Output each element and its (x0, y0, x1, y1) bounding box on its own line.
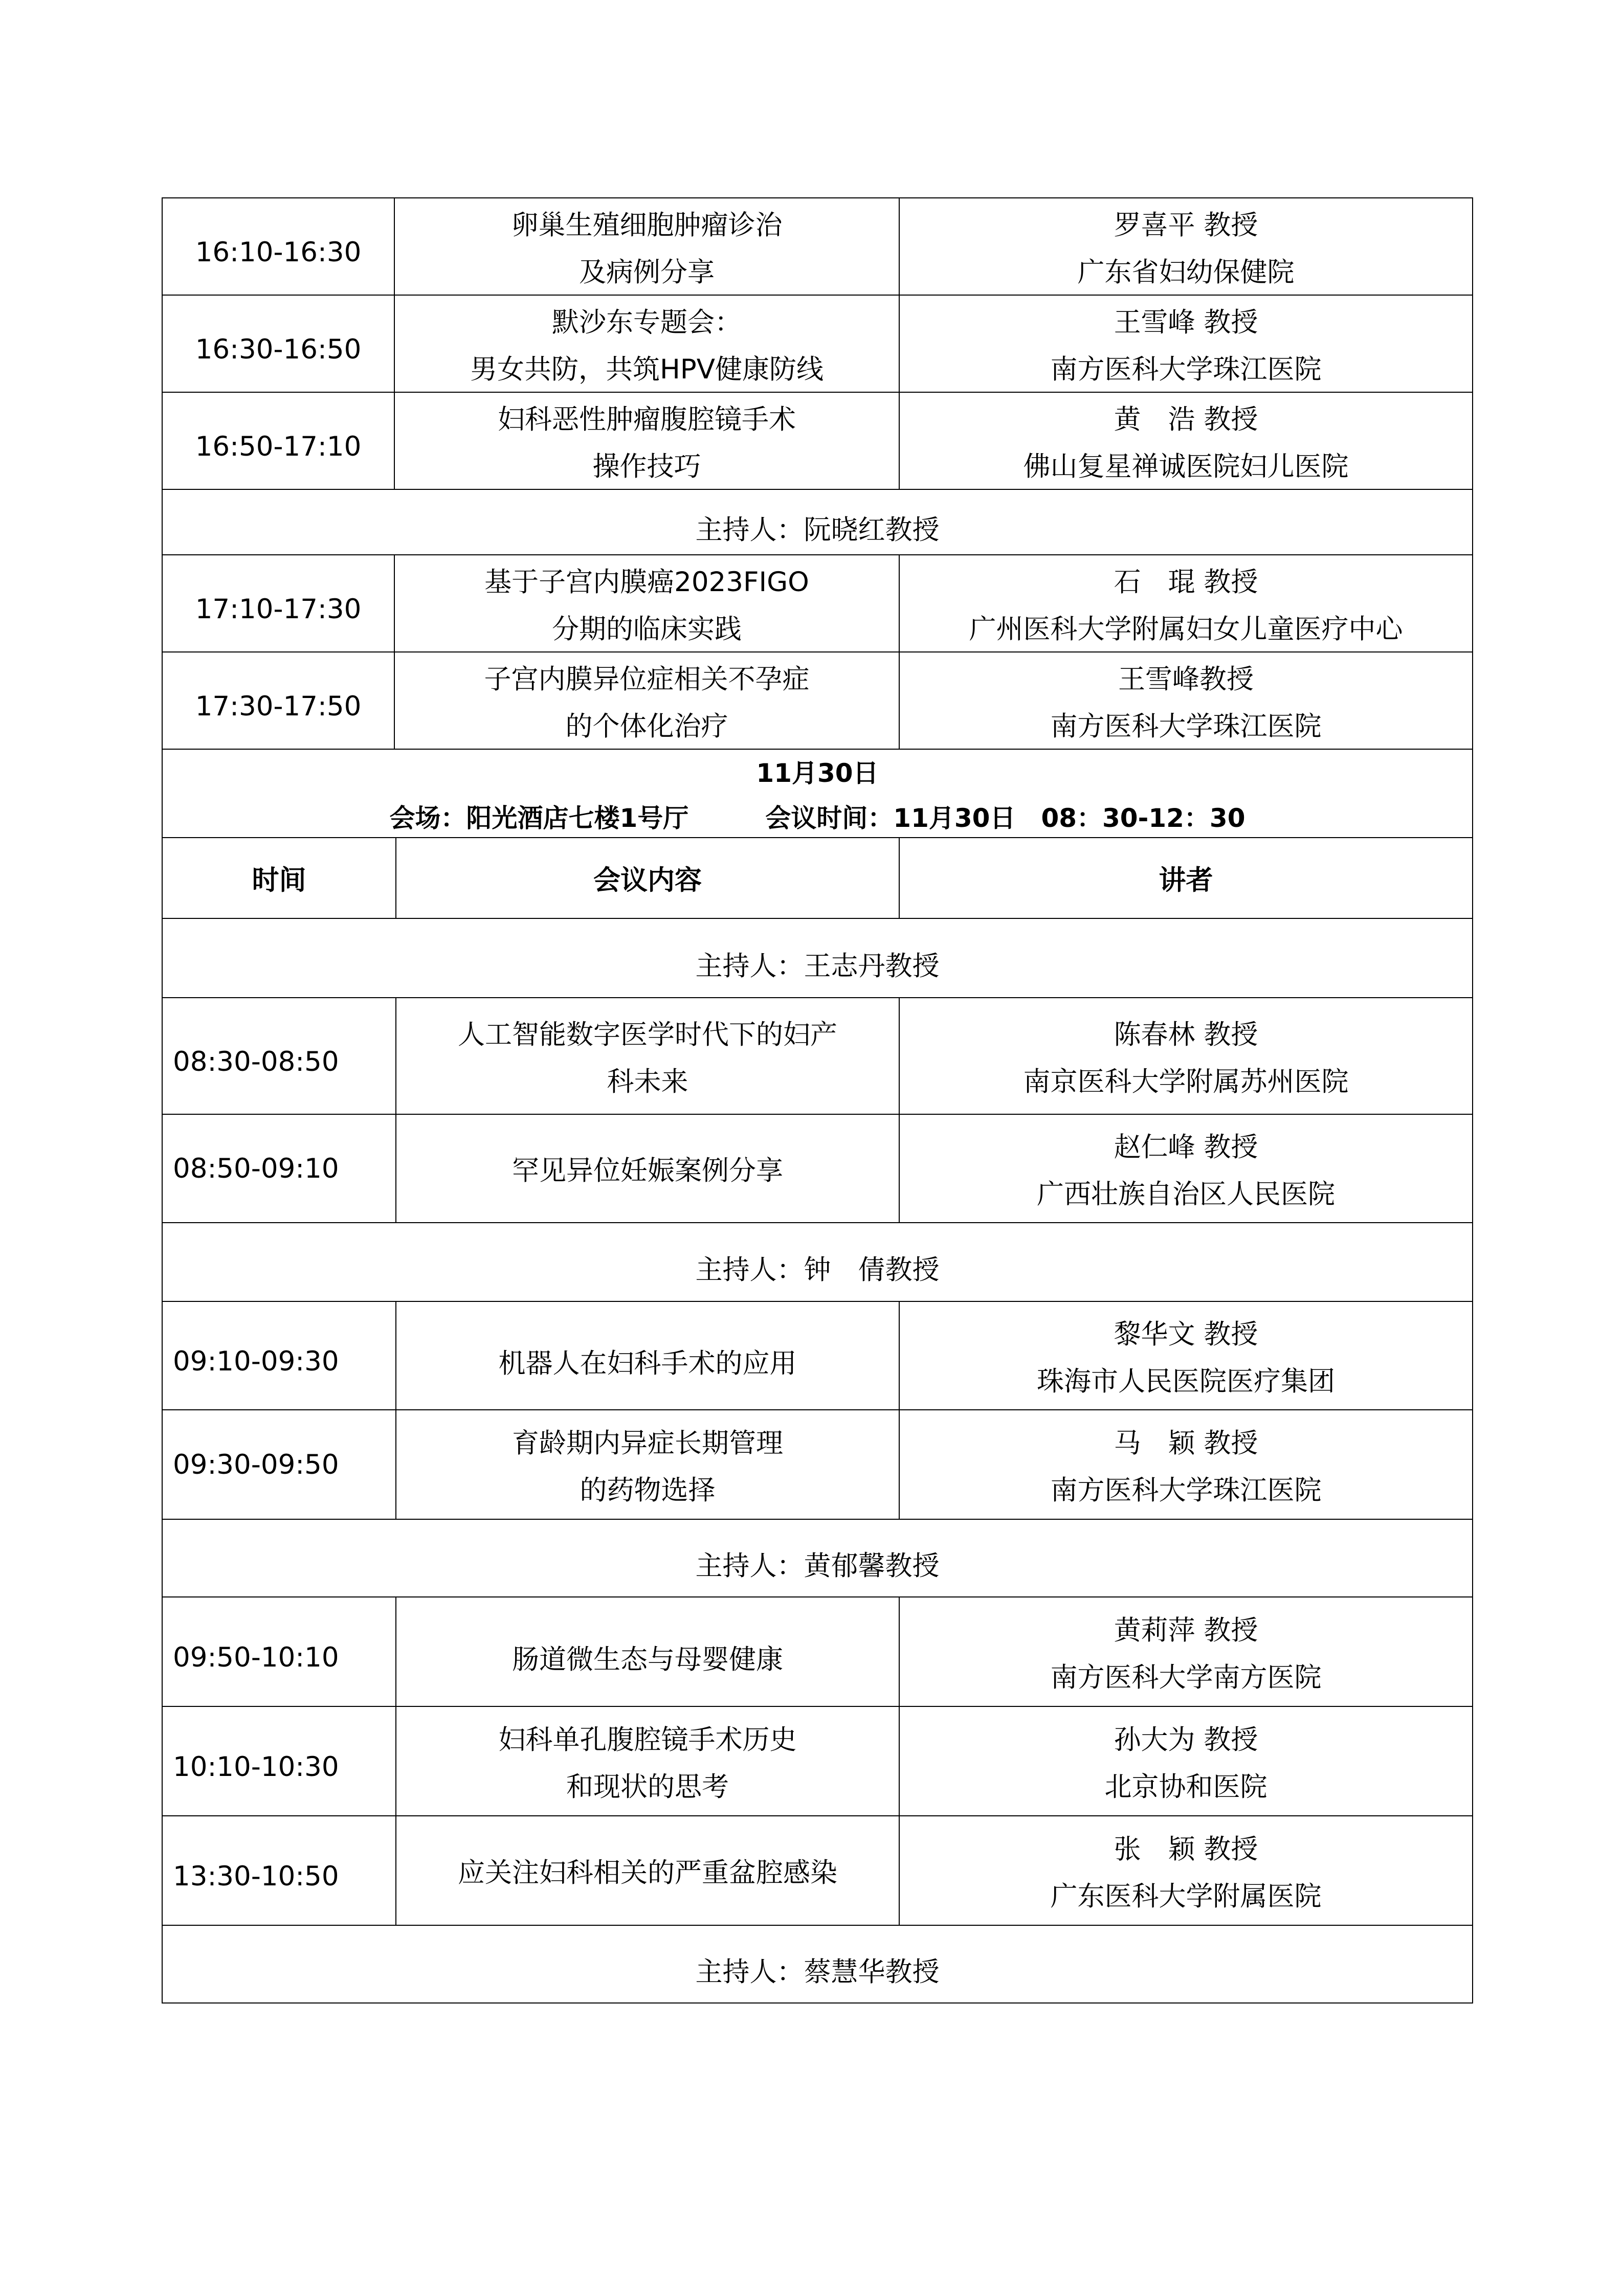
speaker-cell (899, 1301, 1473, 1410)
time-cell: 17:10-17:30 (162, 555, 394, 652)
speaker-cell (899, 1114, 1473, 1223)
column-header-row (162, 838, 1473, 918)
time-cell: 10:10-10:30 (162, 1706, 396, 1816)
speaker-org: 广东省妇幼保健院 (1077, 257, 1295, 288)
time-cell: 09:50-10:10 (162, 1597, 396, 1706)
speaker-name: 孙大为 教授 (1114, 1724, 1258, 1755)
time-cell: 13:30-10:50 (162, 1816, 396, 1925)
speaker-cell (899, 652, 1473, 749)
topic-line: 的药物选择 (580, 1475, 716, 1506)
topic-line: 卵巢生殖细胞肿瘤诊治 (511, 210, 783, 241)
speaker-org: 佛山复星禅诚医院妇儿医院 (1023, 451, 1349, 482)
topic-line: 的个体化治疗 (565, 711, 728, 742)
day-venue-time (163, 798, 1472, 835)
speaker-org: 南方医科大学珠江医院 (1050, 1475, 1322, 1506)
host-row (162, 1519, 1473, 1597)
schedule-row (162, 555, 1473, 652)
topic-line: 机器人在妇科手术的应用 (498, 1348, 797, 1379)
speaker-cell (899, 1597, 1473, 1706)
host-cell: 主持人：黄郁馨教授 (162, 1519, 1473, 1597)
day-date: 11月30日 (756, 758, 879, 788)
speaker-cell (899, 1816, 1473, 1925)
host-cell: 主持人：蔡慧华教授 (162, 1925, 1473, 2003)
schedule-table-2 (162, 837, 1473, 2004)
speaker-name: 王雪峰教授 (1118, 664, 1254, 695)
topic-cell (396, 1410, 899, 1519)
day-meeting-time: 会议时间：11月30日 08：30-12：30 (765, 803, 1245, 833)
speaker-cell (899, 1706, 1473, 1816)
time-cell: 08:30-08:50 (162, 998, 396, 1114)
speaker-cell (899, 295, 1473, 392)
day-header-cell (162, 749, 1473, 838)
speaker-org: 北京协和医院 (1104, 1771, 1267, 1803)
time-cell: 09:10-09:30 (162, 1301, 396, 1410)
speaker-name: 马 颖 教授 (1114, 1428, 1258, 1459)
time-cell: 16:30-16:50 (162, 295, 394, 392)
topic-line: 分期的临床实践 (552, 614, 742, 645)
speaker-cell (899, 998, 1473, 1114)
schedule-row (162, 1816, 1473, 1925)
schedule-row (162, 198, 1473, 295)
speaker-name: 陈春林 教授 (1114, 1019, 1258, 1050)
topic-line: 科未来 (607, 1066, 688, 1097)
topic-line: 应关注妇科相关的严重盆腔感染 (458, 1857, 837, 1888)
host-cell: 主持人：王志丹教授 (162, 918, 1473, 998)
speaker-cell (899, 392, 1473, 489)
topic-line: 男女共防，共筑HPV健康防线 (470, 354, 824, 385)
host-row (162, 918, 1473, 998)
topic-cell (394, 392, 899, 489)
schedule-row (162, 1410, 1473, 1519)
topic-line: 妇科恶性肿瘤腹腔镜手术 (498, 404, 796, 435)
speaker-name: 黄 浩 教授 (1114, 404, 1258, 435)
topic-cell (394, 652, 899, 749)
time-cell: 16:10-16:30 (162, 198, 394, 295)
topic-cell (396, 1816, 899, 1925)
topic-line: 基于子宫内膜癌2023FIGO (484, 567, 809, 598)
topic-cell (396, 998, 899, 1114)
speaker-name: 赵仁峰 教授 (1114, 1132, 1258, 1163)
speaker-org: 珠海市人民医院医疗集团 (1037, 1366, 1335, 1397)
schedule-row (162, 652, 1473, 749)
host-row (162, 1223, 1473, 1301)
day-venue: 会场：阳光酒店七楼1号厅 (389, 803, 689, 833)
topic-line: 子宫内膜异位症相关不孕症 (484, 664, 810, 695)
topic-cell (394, 295, 899, 392)
schedule-row (162, 1301, 1473, 1410)
topic-cell (396, 1706, 899, 1816)
topic-line: 育龄期内异症长期管理 (512, 1428, 783, 1459)
topic-cell (396, 1301, 899, 1410)
speaker-org: 南方医科大学南方医院 (1050, 1662, 1322, 1693)
schedule-row (162, 1597, 1473, 1706)
host-row (162, 1925, 1473, 2003)
topic-line: 罕见异位妊娠案例分享 (512, 1155, 783, 1186)
speaker-org: 南方医科大学珠江医院 (1050, 354, 1322, 385)
topic-cell (394, 555, 899, 652)
time-cell: 16:50-17:10 (162, 392, 394, 489)
speaker-cell (899, 1410, 1473, 1519)
topic-line: 人工智能数字医学时代下的妇产 (458, 1019, 837, 1050)
topic-line: 默沙东专题会： (552, 307, 742, 338)
topic-line: 肠道微生态与母婴健康 (512, 1644, 783, 1675)
topic-line: 和现状的思考 (566, 1771, 729, 1803)
speaker-org: 广西壮族自治区人民医院 (1037, 1179, 1335, 1210)
topic-line: 及病例分享 (579, 257, 715, 288)
time-cell: 09:30-09:50 (162, 1410, 396, 1519)
speaker-name: 王雪峰 教授 (1114, 307, 1258, 338)
speaker-org: 广州医科大学附属妇女儿童医疗中心 (969, 614, 1403, 645)
schedule-table (162, 197, 1473, 838)
topic-cell (396, 1597, 899, 1706)
host-cell: 主持人：阮晓红教授 (162, 489, 1473, 555)
schedule-row (162, 1114, 1473, 1223)
col-header-time: 时间 (162, 838, 396, 918)
time-cell: 17:30-17:50 (162, 652, 394, 749)
speaker-name: 黎华文 教授 (1114, 1319, 1258, 1350)
host-row (162, 489, 1473, 555)
topic-cell (396, 1114, 899, 1223)
speaker-org: 广东医科大学附属医院 (1050, 1881, 1322, 1912)
topic-cell (394, 198, 899, 295)
schedule-row (162, 1706, 1473, 1816)
day-header-row (162, 749, 1473, 838)
topic-line: 妇科单孔腹腔镜手术历史 (498, 1724, 797, 1755)
col-header-content: 会议内容 (396, 838, 899, 918)
speaker-org: 南京医科大学附属苏州医院 (1023, 1066, 1349, 1097)
speaker-name: 张 颖 教授 (1114, 1834, 1258, 1865)
speaker-cell (899, 555, 1473, 652)
speaker-name: 石 琨 教授 (1114, 567, 1258, 598)
speaker-org: 南方医科大学珠江医院 (1050, 711, 1322, 742)
speaker-name: 罗喜平 教授 (1114, 210, 1258, 241)
schedule-row (162, 295, 1473, 392)
speaker-cell (899, 198, 1473, 295)
topic-line: 操作技巧 (592, 451, 701, 482)
col-header-speaker: 讲者 (899, 838, 1473, 918)
schedule-row (162, 998, 1473, 1114)
time-cell: 08:50-09:10 (162, 1114, 396, 1223)
host-cell: 主持人：钟 倩教授 (162, 1223, 1473, 1301)
speaker-name: 黄莉萍 教授 (1114, 1615, 1258, 1646)
schedule-row (162, 392, 1473, 489)
